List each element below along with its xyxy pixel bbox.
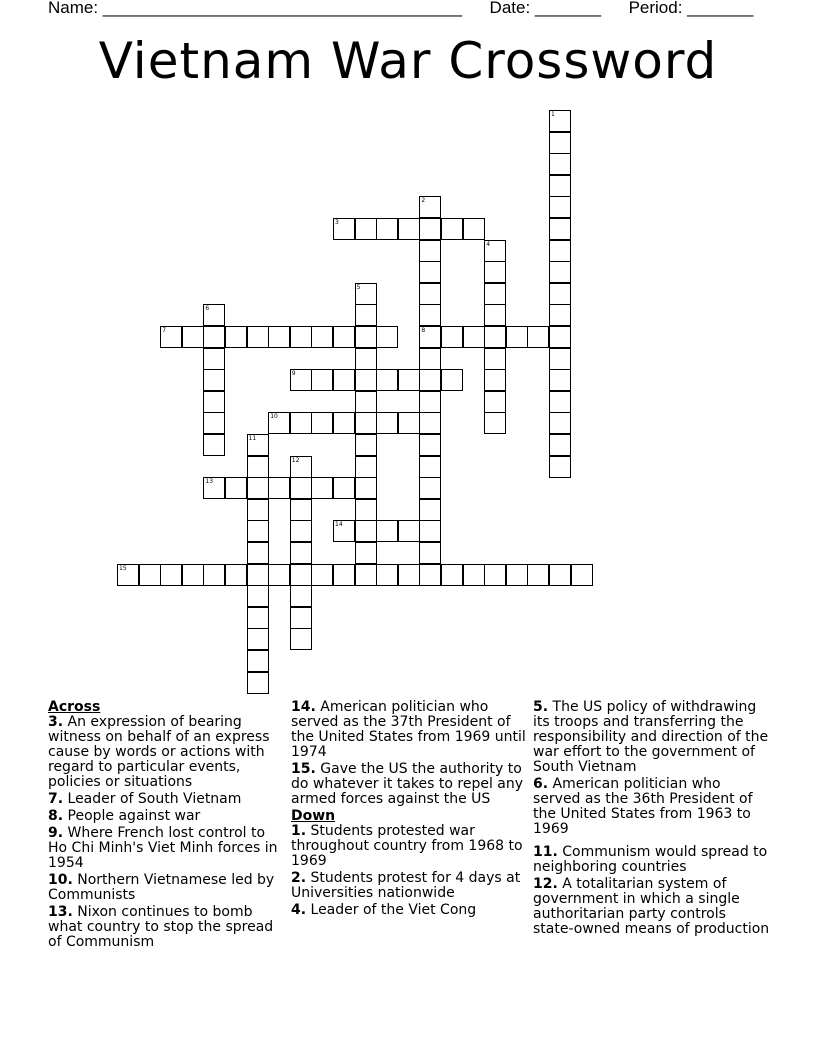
- crossword-cell[interactable]: [441, 218, 463, 240]
- clue-text: A totalitarian system of government in which a single authoritarian party controls state-owned means of production: [533, 876, 770, 937]
- crossword-cell[interactable]: [419, 369, 441, 391]
- crossword-cell[interactable]: [225, 326, 247, 348]
- crossword-cell[interactable]: [247, 520, 269, 542]
- clue-across-9: [48, 826, 286, 871]
- crossword-cell[interactable]: [376, 520, 398, 542]
- clue-across-10: [48, 873, 286, 903]
- crossword-cell[interactable]: [268, 564, 290, 586]
- crossword-cell[interactable]: [355, 283, 377, 305]
- crossword-cell[interactable]: [441, 369, 463, 391]
- clue-down-5: [533, 700, 771, 775]
- crossword-cell[interactable]: [549, 456, 571, 478]
- clue-across-8: [48, 809, 286, 824]
- crossword-cell[interactable]: [419, 348, 441, 370]
- name-field-label[interactable]: Name: ______________________________________: [48, 0, 463, 17]
- cell-number: 11: [248, 435, 257, 442]
- crossword-cell[interactable]: [419, 434, 441, 456]
- crossword-cell[interactable]: [463, 218, 485, 240]
- crossword-cell[interactable]: [290, 585, 312, 607]
- crossword-cell[interactable]: [419, 520, 441, 542]
- crossword-cell[interactable]: [549, 391, 571, 413]
- cell-number: 5: [356, 283, 361, 291]
- clue-text: Leader of the Viet Cong: [310, 902, 477, 918]
- crossword-cell[interactable]: [247, 585, 269, 607]
- crossword-cell[interactable]: [549, 326, 571, 348]
- crossword-cell[interactable]: [441, 564, 463, 586]
- crossword-cell[interactable]: [268, 477, 290, 499]
- crossword-cell[interactable]: [484, 564, 506, 586]
- across-heading: Across: [48, 699, 101, 715]
- crossword-cell[interactable]: [549, 412, 571, 434]
- period-field-label[interactable]: Period: _______: [628, 0, 754, 17]
- crossword-cell[interactable]: [333, 369, 355, 391]
- crossword-cell[interactable]: [139, 564, 161, 586]
- clue-number: 1.: [291, 823, 307, 839]
- clue-text: Leader of South Vietnam: [67, 791, 242, 807]
- crossword-cell[interactable]: [333, 564, 355, 586]
- crossword-cell[interactable]: [117, 564, 139, 586]
- crossword-cell[interactable]: [484, 240, 506, 262]
- clue-text: Gave the US the authority to do whatever it takes to repel any armed forces against the US: [291, 761, 524, 807]
- clue-across-7: [48, 792, 286, 807]
- crossword-cell[interactable]: [549, 196, 571, 218]
- crossword-cell[interactable]: [355, 218, 377, 240]
- crossword-cell[interactable]: [290, 542, 312, 564]
- cell-number: 8: [421, 327, 426, 334]
- clue-text: American politician who served as the 37th President of the United States from 1969 until 1974: [291, 699, 526, 760]
- crossword-cell[interactable]: [355, 326, 377, 348]
- crossword-cell[interactable]: [290, 499, 312, 521]
- crossword-cell[interactable]: [419, 240, 441, 262]
- crossword-cell[interactable]: [419, 196, 441, 218]
- clue-across-13: [48, 905, 286, 950]
- crossword-cell[interactable]: [355, 304, 377, 326]
- crossword-cell[interactable]: [376, 412, 398, 434]
- crossword-cell[interactable]: [571, 564, 593, 586]
- clue-text: Communism would spread to neighboring countries: [533, 844, 768, 875]
- clue-down-1: [291, 824, 529, 869]
- crossword-cell[interactable]: [203, 348, 225, 370]
- crossword-cell[interactable]: [182, 564, 204, 586]
- cell-number: 12: [291, 456, 300, 464]
- crossword-cell[interactable]: [247, 434, 269, 456]
- crossword-cell[interactable]: [355, 564, 377, 586]
- cell-number: 6: [205, 305, 210, 313]
- crossword-cell[interactable]: [355, 520, 377, 542]
- crossword-cell[interactable]: [376, 218, 398, 240]
- clue-number: 10.: [48, 872, 73, 888]
- crossword-cell[interactable]: [419, 412, 441, 434]
- clue-down-11: [533, 845, 771, 875]
- crossword-cell[interactable]: [203, 369, 225, 391]
- crossword-cell[interactable]: [311, 369, 333, 391]
- crossword-cell[interactable]: [398, 412, 420, 434]
- crossword-cell[interactable]: [549, 348, 571, 370]
- crossword-cell[interactable]: [484, 348, 506, 370]
- clue-column-1: [48, 700, 286, 952]
- crossword-cell[interactable]: [203, 391, 225, 413]
- cell-number: 10: [270, 413, 278, 421]
- clue-column-2: [291, 700, 529, 920]
- crossword-cell[interactable]: [527, 564, 549, 586]
- crossword-cell[interactable]: [419, 304, 441, 326]
- clue-number: 11.: [533, 844, 558, 860]
- down-heading: Down: [291, 808, 336, 824]
- crossword-cell[interactable]: [376, 564, 398, 586]
- crossword-cell[interactable]: [203, 326, 225, 348]
- clue-down-12: [533, 877, 771, 937]
- crossword-cell[interactable]: [225, 564, 247, 586]
- crossword-cell[interactable]: [506, 326, 528, 348]
- crossword-cell[interactable]: [290, 520, 312, 542]
- clue-text: Students protest for 4 days at Universities nationwide: [291, 870, 521, 901]
- crossword-cell[interactable]: [247, 628, 269, 650]
- cell-number: 3: [335, 219, 339, 226]
- clue-number: 9.: [48, 825, 64, 841]
- crossword-cell[interactable]: [333, 326, 355, 348]
- crossword-cell[interactable]: [268, 412, 290, 434]
- crossword-cell[interactable]: [247, 672, 269, 694]
- crossword-cell[interactable]: [333, 218, 355, 240]
- crossword-cell[interactable]: [549, 175, 571, 197]
- clue-number: 3.: [48, 714, 64, 730]
- crossword-cell[interactable]: [290, 607, 312, 629]
- cell-number: 4: [486, 240, 491, 248]
- crossword-cell[interactable]: [290, 369, 312, 391]
- clue-text: An expression of bearing witness on behalf of an express cause by words or actions with regard to particular events, policies or situations: [48, 714, 270, 790]
- cell-number: 14: [335, 521, 343, 529]
- crossword-cell[interactable]: [290, 412, 312, 434]
- cell-number: 13: [205, 478, 214, 486]
- crossword-cell[interactable]: [419, 218, 441, 240]
- crossword-cell[interactable]: [376, 369, 398, 391]
- crossword-cell[interactable]: [203, 477, 225, 499]
- crossword-cell[interactable]: [419, 391, 441, 413]
- clue-number: 8.: [48, 808, 64, 824]
- clue-down-6: [533, 777, 771, 837]
- crossword-cell[interactable]: [247, 326, 269, 348]
- crossword-cell[interactable]: [160, 564, 182, 586]
- crossword-cell[interactable]: [355, 412, 377, 434]
- clue-number: 14.: [291, 699, 316, 715]
- clue-down-2: [291, 871, 529, 901]
- crossword-cell[interactable]: [333, 412, 355, 434]
- crossword-cell[interactable]: [355, 434, 377, 456]
- crossword-cell[interactable]: [549, 110, 571, 132]
- crossword-cell[interactable]: [333, 520, 355, 542]
- crossword-cell[interactable]: [419, 542, 441, 564]
- crossword-cell[interactable]: [355, 456, 377, 478]
- crossword-cell[interactable]: [333, 477, 355, 499]
- crossword-cell[interactable]: [549, 240, 571, 262]
- crossword-cell[interactable]: [160, 326, 182, 348]
- crossword-cell[interactable]: [549, 369, 571, 391]
- crossword-cell[interactable]: [484, 326, 506, 348]
- crossword-cell[interactable]: [484, 369, 506, 391]
- cell-number: 7: [162, 327, 167, 334]
- crossword-cell[interactable]: [290, 326, 312, 348]
- crossword-cell[interactable]: [355, 499, 377, 521]
- crossword-cell[interactable]: [419, 283, 441, 305]
- cell-number: 2: [421, 197, 426, 205]
- crossword-cell[interactable]: [527, 326, 549, 348]
- crossword-cell[interactable]: [419, 326, 441, 348]
- clue-text: The US policy of withdrawing its troops and transferring the responsibility and direction of the war effort to the government of South Vietnam: [533, 699, 769, 775]
- crossword-cell[interactable]: [549, 153, 571, 175]
- crossword-cell[interactable]: [247, 477, 269, 499]
- clue-text: American politician who served as the 36th President of the United States from 1963 to 1969: [533, 776, 753, 837]
- crossword-cell[interactable]: [311, 326, 333, 348]
- crossword-cell[interactable]: [225, 477, 247, 499]
- crossword-cell[interactable]: [549, 434, 571, 456]
- clue-number: 15.: [291, 761, 316, 777]
- date-field-label[interactable]: Date: _______: [489, 0, 602, 17]
- crossword-cell[interactable]: [549, 218, 571, 240]
- crossword-cell[interactable]: [549, 261, 571, 283]
- crossword-cell[interactable]: [203, 564, 225, 586]
- clue-text: Where French lost control to Ho Chi Minh's Viet Minh forces in 1954: [48, 825, 278, 871]
- crossword-cell[interactable]: [355, 477, 377, 499]
- crossword-cell[interactable]: [398, 218, 420, 240]
- crossword-cell[interactable]: [419, 499, 441, 521]
- crossword-cell[interactable]: [355, 369, 377, 391]
- crossword-cell[interactable]: [506, 564, 528, 586]
- crossword-cell[interactable]: [484, 412, 506, 434]
- crossword-cell[interactable]: [203, 412, 225, 434]
- crossword-cell[interactable]: [311, 412, 333, 434]
- crossword-cell[interactable]: [247, 650, 269, 672]
- crossword-cell[interactable]: [484, 304, 506, 326]
- clue-number: 2.: [291, 870, 307, 886]
- clue-text: Students protested war throughout country from 1968 to 1969: [291, 823, 523, 869]
- clue-across-14: [291, 700, 529, 760]
- crossword-cell[interactable]: [484, 391, 506, 413]
- crossword-cell[interactable]: [290, 477, 312, 499]
- crossword-cell[interactable]: [247, 564, 269, 586]
- crossword-cell[interactable]: [311, 564, 333, 586]
- crossword-cell[interactable]: [549, 304, 571, 326]
- crossword-cell[interactable]: [549, 132, 571, 154]
- crossword-cell[interactable]: [419, 477, 441, 499]
- crossword-cell[interactable]: [247, 499, 269, 521]
- crossword-cell[interactable]: [355, 542, 377, 564]
- clue-text: People against war: [67, 808, 201, 824]
- crossword-cell[interactable]: [247, 607, 269, 629]
- clue-number: 6.: [533, 776, 549, 792]
- cell-number: 15: [119, 564, 127, 572]
- crossword-cell[interactable]: [290, 456, 312, 478]
- clue-number: 12.: [533, 876, 558, 892]
- crossword-cell[interactable]: [419, 564, 441, 586]
- clue-across-15: [291, 762, 529, 807]
- cell-number: 9: [291, 370, 296, 378]
- crossword-cell[interactable]: [398, 520, 420, 542]
- crossword-cell[interactable]: [290, 628, 312, 650]
- crossword-cell[interactable]: [182, 326, 204, 348]
- crossword-cell[interactable]: [247, 542, 269, 564]
- clue-number: 13.: [48, 904, 73, 920]
- crossword-cell[interactable]: [203, 304, 225, 326]
- crossword-cell[interactable]: [419, 261, 441, 283]
- crossword-cell[interactable]: [419, 456, 441, 478]
- cell-number: 1: [551, 111, 555, 118]
- crossword-cell[interactable]: [247, 456, 269, 478]
- clue-down-4: [291, 903, 529, 918]
- clue-text: Northern Vietnamese led by Communists: [48, 872, 275, 903]
- crossword-cell[interactable]: [549, 564, 571, 586]
- crossword-cell[interactable]: [463, 564, 485, 586]
- crossword-cell[interactable]: [376, 326, 398, 348]
- clue-column-3: [533, 700, 771, 939]
- crossword-cell[interactable]: [441, 326, 463, 348]
- clue-number: 7.: [48, 791, 64, 807]
- clue-across-3: [48, 715, 286, 790]
- crossword-cell[interactable]: [549, 283, 571, 305]
- crossword-cell[interactable]: [355, 391, 377, 413]
- clue-text: Nixon continues to bomb what country to stop the spread of Communism: [48, 904, 274, 950]
- crossword-cell[interactable]: [268, 326, 290, 348]
- page-title: Vietnam War Crossword: [98, 32, 718, 90]
- crossword-cell[interactable]: [398, 564, 420, 586]
- crossword-cell[interactable]: [311, 477, 333, 499]
- clue-number: 4.: [291, 902, 307, 918]
- crossword-cell[interactable]: [398, 369, 420, 391]
- crossword-cell[interactable]: [290, 564, 312, 586]
- crossword-cell[interactable]: [463, 326, 485, 348]
- crossword-cell[interactable]: [355, 348, 377, 370]
- clue-number: 5.: [533, 699, 549, 715]
- crossword-cell[interactable]: [484, 283, 506, 305]
- crossword-cell[interactable]: [203, 434, 225, 456]
- crossword-cell[interactable]: [484, 261, 506, 283]
